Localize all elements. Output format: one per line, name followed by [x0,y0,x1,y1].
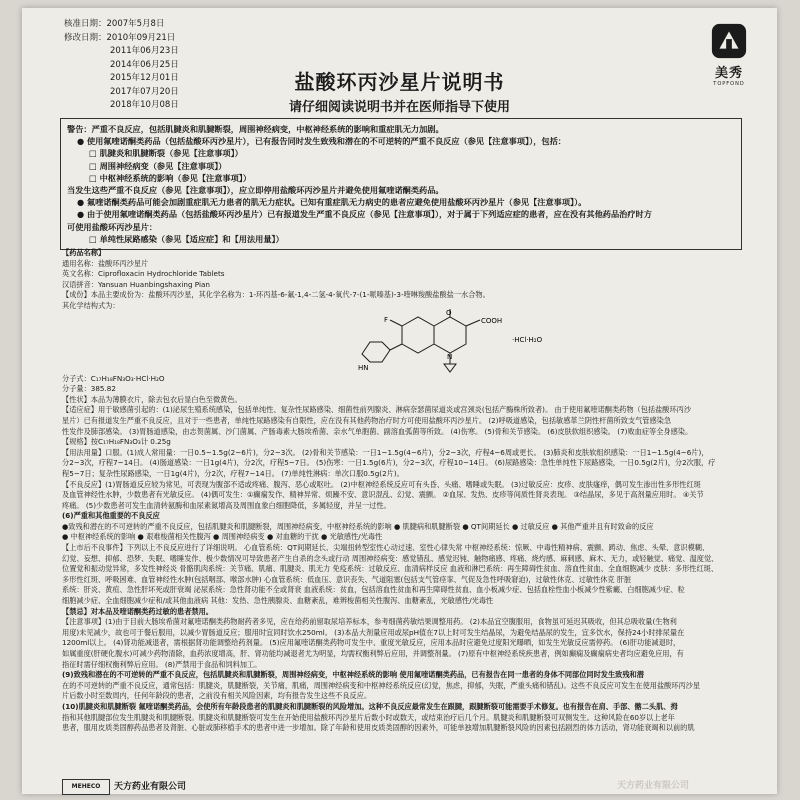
text-line: 【药品名称】 [62,248,106,257]
text-line: 程5~7日；复杂性尿路感染，一日1g(4片)，分2次，疗程7~14日。 (7)单纯性淋病：单次口服0.5g(2片)。 [62,468,404,478]
warning-line: ● 氟喹诺酮类药品可能会加剧重症肌无力患者的肌无力症状。已知有重症肌无力病史的患者应避免使用盐酸环丙沙星片（参见【注意事项】）。 [77,197,587,208]
structure-hn: HN [358,363,369,372]
structure-o: O [446,308,452,317]
text-line: 系统：肝炎、黄疸、急性肝坏死或肝衰竭 泌尿系统：急性肾功能不全或肾衰 血液系统：贫血，包括溶血性贫血和再生障碍性贫血、血小板减少症、包括血栓性血小板减少性紫癜、白细胞减少症、粒 [62,585,685,595]
text-line: 分子量：385.82 [62,384,116,394]
structure-salt: ·HCl·H₂O [512,335,543,344]
text-line: (6)严重和其他重要的不良反应 [62,511,160,521]
leaflet-body [62,248,738,734]
text-line: 【不良反应】(1)胃肠道反应较为常见，可表现为腹部不适或疼痛、腹泻、恶心或呕吐。 (2)中枢神经系统反应可有头昏、头痛、嗜睡或失眠。 (3)过敏反应：皮疹、皮肤瘙痒，偶可发生渗出性多形性红斑 [62,479,701,489]
logo-brand-cn: 美秀 [714,66,743,81]
text-line: 其化学结构式为： [62,300,120,310]
text-line: 【成份】本品主要成份为：盐酸环丙沙星，其化学名称为：1-环丙基-6-氟-1,4-二氢-4-氧代-7-(1-哌嗪基)-3-喹啉羧酸盐酸盐一水合物。 [62,290,490,300]
structure-f: F [384,315,389,324]
warning-line: □ 肌腱炎和肌腱断裂（参见【注意事项】） [89,148,243,159]
text-line: 通用名称：盐酸环丙沙星片 [62,258,149,268]
text-line: (10)肌腱炎和肌腱断裂 氟喹诺酮类药品，会使所有年龄段患者的肌腱炎和肌腱断裂的风险增加。这种不良反应最常发生在跟腱，跟腱断裂可能需要手术修复。也有报告在肩、手部、髂二头肌、拇 [62,701,678,711]
text-line: 幻觉、妄想、抑郁、恐梦、失眠、嗜睡发作、极少数情况可导致患者产生自杀的念头或行动 周围神经病变：感觉错乱、感觉迟钝、触物痛感、疼痛、烧灼感、麻刺感、麻木、无力，或轻触觉、痛觉、温度觉、 [62,553,719,563]
leaflet-sheet [22,8,777,794]
text-line: 【用法用量】口服。(1)成人常用量：一日0.5~1.5g(2~6片)，分2~3次。 (2)骨和关节感染：一日1~1.5g(4~6片)，分2~3次，疗程4~6周或更长。 (3)肺炎和皮肤软组织感染：一日1~1.5g(4~6片)， [62,447,709,457]
warning-line: □ 中枢神经系统的影响（参见【注意事项】） [89,172,252,183]
footer [62,777,742,797]
text-line: 细胞减少症、全血细胞减少症和/或其他血液病 其他：发热、急性胰腺炎、血糖紊乱，难辨梭菌相关性腹泻、血糖紊乱，光敏感性/光毒性 [62,596,494,606]
text-line: 用度)未见减少，故也可于餐后服用，以减少胃肠道反应；服用时宜同时饮水250ml。 (3)本品大剂量应用或尿pH值在7以上时可发生结晶尿，为避免结晶尿的发生，宜多饮水，保持24小时排尿量在 [62,627,685,637]
text-line: 【注意事项】(1)由于目前大肠埃希菌对氟喹诺酮类药物耐药者多见，应在给药前留取尿培养标本，参考细菌药敏结果调整用药。 (2)本品宜空腹服用，食物虽可延迟其吸收，但其总吸收量(生物利 [62,617,677,627]
modified-date: 2010年09月21日 [106,32,176,43]
warning-line: 可使用盐酸环丙沙星片： [67,221,158,232]
warning-line: □ 单纯性尿路感染（参见【适应症】和【用法用量】） [89,233,284,244]
text-line: 1200ml以上。 (4)肾功能减退者，需根据肾功能调整给药剂量。 (5)应用氟喹诺酮类药物可发生中、重度光敏反应，应用本品时应避免过度阳光曝晒，如发生光敏反应需停药。 (6)肝功能减退时， [62,638,681,648]
text-line: 位置觉和振动觉异常，多发性神经炎 骨骼肌肉系统：关节痛、肌痛、肌腱炎、肌无力 免疫系统：过敏反应、血清病样反应 血液和淋巴系统：再生障碍性贫血、溶血性贫血、全血细胞减少 皮肤：多形性红斑、 [62,564,719,574]
structure-n: N [447,352,453,361]
modified-date: 2017年07月20日 [110,86,179,97]
text-line: 疼痛。 (5)少数患者可发生血清转氨酶和血尿素氮增高及周围血象白细胞降低，多属轻度，并呈一过性。 [62,500,391,510]
logo-emblem-icon [710,22,748,60]
text-line: 【上市后不良事件】下列以上不良反应进行了详细说明。 心血管系统：QT间期延长、尖端扭转型室性心动过速、室性心律失常 中枢神经系统：惊厥、中毒性精神病、震颤、踌动、焦虑、头晕、意识模糊、 [62,543,710,553]
text-line: 性发作及肺部感染。 (3)胃肠道感染，由志贺菌属、沙门菌属、产肠毒素大肠埃希菌、亲水气单胞菌、副溶血弧菌等所致。 (4)伤寒。 (5)骨和关节感染。 (6)皮肤软组织感染。 (7)败血症等全身感染。 [62,426,693,436]
chemical-structure [62,308,738,374]
structure-cooh: COOH [481,316,503,325]
modified-date: 2015年12月01日 [110,73,179,83]
drug-name-section [62,248,738,312]
text-line: 片后数小时至数周内，任何年龄段的患者，之前没有相关风险因素，均有报告发生这些不良反应。 [62,691,372,701]
text-line: ●致残和潜在的不可逆转的严重不良反应，包括肌腱炎和肌腱断裂，周围神经病变，中枢神经系统的影响 ● 肌腱病和肌腱断裂 ● QT间期延长 ● 过敏反应 ● 其他严重并且有时致命的反应 [62,521,654,531]
warning-line: □ 周围神经病变（参见【注意事项】） [89,160,227,171]
text-line: 如属重度(肝硬化腹水)可减少药物清除，血药浓度增高，肝、肾功能均减退者尤为明显，均需权衡利弊后应用，并调整剂量。 (7)原有中枢神经系统疾患者，例如癫痫及癫痫病史者均应避免应用，有 [62,649,684,658]
modified-date: 2014年06月25日 [110,59,179,70]
text-line: 指和其他肌腱部位发生肌腱炎和肌腱断裂。肌腱炎和肌腱断裂可发生在开始使用盐酸环丙沙星片后数小时或数天，或结束治疗后几个月。肌腱炎和肌腱断裂可双侧发生。这种风险在60岁以上老年 [62,712,675,722]
reverse-side-bleed-text: 天方药业有限公司 [617,781,690,791]
text-line: 【性状】本品为薄膜衣片，除去包衣后显白色至微黄色。 [62,394,242,404]
text-line: 指征时需仔细权衡利弊后应用。 (8)严禁用于食品和饲料加工。 [62,659,262,669]
warning-line: 警告：严重不良反应，包括肌腱炎和肌腱断裂，周围神经病变，中枢神经系统的影响和重症肌无力加剧。 [67,124,444,134]
warning-line: ● 使用氟喹诺酮类药品（包括盐酸环丙沙星片），已有报告同时发生致残和潜在的不可逆转的严重不良反应（参见【注意事项】），包括： [77,136,566,147]
warning-line: 当发生这些严重不良反应（参见【注意事项】），应立即停用盐酸环丙沙星片并避免使用氟喹诺酮类药品。 [67,185,444,196]
approval-date: 核准日期：2007年5月8日 [64,19,165,29]
document-title: 盐酸环丙沙星片说明书 [294,70,505,94]
text-line: 多形性红斑、呼吸困难、血管神经性水肿(包括咽部、喉部水肿) 心血管系统：低血压、意识丧失、气道阻塞(包括支气管痉挛、气促及急性呼吸窘迫)，过敏性休克、过敏性休克 肝脏 [62,574,632,584]
modified-date: 2011年06月23日 [110,46,179,56]
text-line: 分子式：C₁₇H₁₈FN₃O₃·HCl·H₂O [62,373,165,383]
text-line: 患者，服用皮质类固醇药品患者及肾脏、心脏或肺移植手术的患者中进一步增加。除了年龄和使用皮质类固醇的因素外，可能单独增加肌腱断裂风险的因素包括剧烈的体力活动，肾功能衰竭和以前的肌 [62,723,695,733]
warning-line: ● 由于使用氟喹诺酮类药品（包括盐酸环丙沙星片）已有报道发生严重不良反应（参见【注意事项】），对于属于下列适应症的患者，应在没有其他药品治疗时方 [77,209,652,220]
company-name: 天方药业有限公司 [114,782,187,792]
modified-dates [64,32,179,46]
brand-mark: MEHECO [62,779,110,795]
text-line: 分2~3次，疗程7~14日。 (4)肠道感染：一日1g(4片)，分2次，疗程5~7日。 (5)伤寒：一日1.5g(6片)，分2~3次，疗程10~14日。 (6)尿路感染：急性单纯性下尿路感染，一日0.5g(2片)，分2次服，疗 [62,458,716,468]
text-line: 及血管神经性水肿，少数患者有光敏反应。 (4)偶可发生：①癫痫发作、精神异常、烦躁不安、意识混乱、幻觉、震颤。 ②血尿、发热、皮疹等间质性肾炎表现。 ③结晶尿，多见于高剂量应用时。 ④关节 [62,490,704,500]
logo-brand-en: TOPFOND [713,81,745,87]
modified-label: 修改日期： [64,32,107,43]
text-line: 星片）已有报道发生严重不良反应，且对于一些患者，单纯性尿路感染有自限性，应在没有其他药物治疗时方可使用盐酸环丙沙星片。 (2)呼吸道感染，包括敏感革兰阴性杆菌所致支气管感染急 [62,415,672,425]
text-line: 【适应症】用于敏感菌引起的：(1)泌尿生殖系统感染，包括单纯性、复杂性尿路感染、细菌性前列腺炎、淋病奈瑟菌尿道炎或宫颈炎(包括产酶株所致者)。 由于使用氟喹诺酮类药物（包括盐酸环丙沙 [62,405,692,415]
text-line: 【规格】按C₁₇H₁₈FN₃O₃计 0.25g [62,437,171,447]
leaflet-sections [62,374,738,734]
structure-diagram [358,308,592,374]
modified-date: 2018年10月08日 [110,100,179,110]
text-line: (9)致残和潜在的不可逆转的严重不良反应，包括肌腱炎和肌腱断裂，周围神经病变，中枢神经系统的影响 使用氟喹诺酮类药品，已有报告在同一患者的身体不同部位同时发生致残和潜 [62,670,644,680]
text-line: ● 中枢神经系统的影响 ● 艰难梭菌相关性腹泻 ● 周围神经病变 ● 对血糖的干扰 ● 光敏感性/光毒性 [62,532,383,542]
boxed-warning [60,118,742,250]
document-subtitle: 请仔细阅读说明书并在医师指导下使用 [288,100,510,115]
text-line: 【禁忌】对本品及喹诺酮类药过敏的患者禁用。 [62,606,213,616]
text-line: 汉语拼音：Yansuan Huanbingshaxing Pian [62,279,210,289]
text-line: 在的不可逆转的严重不良反应，通常包括：肌腱炎，肌腱断裂，关节痛，肌痛，周围神经病变和中枢神经系统反应(幻觉，焦虑，抑郁，失眠，严重头痛和错乱)。这些不良反应可发生在使用盐酸环丙沙星 [62,680,701,690]
text-line: 英文名称：Ciprofloxacin Hydrochloride Tablets [62,269,225,279]
